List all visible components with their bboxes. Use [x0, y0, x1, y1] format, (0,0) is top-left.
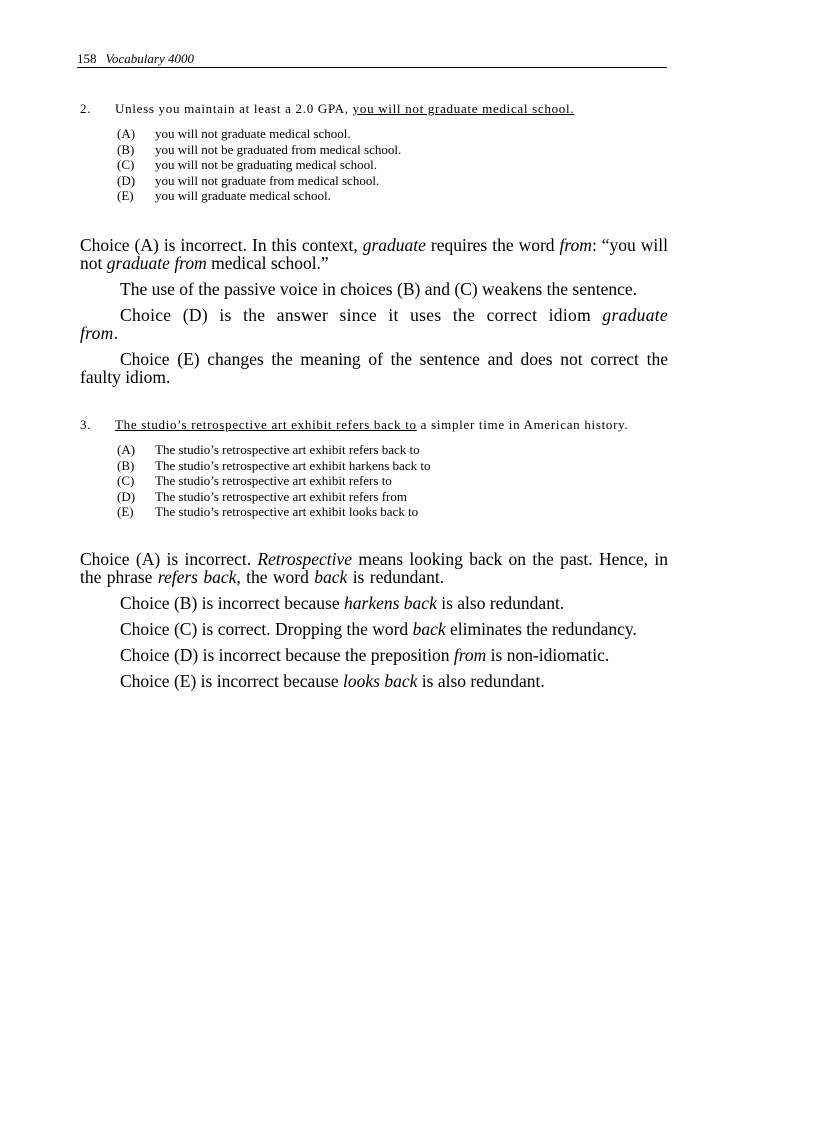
explanation-paragraph: Choice (D) is incorrect because the preposition from is non-idiomatic.: [120, 645, 610, 665]
question-2: [80, 101, 668, 204]
explanation-paragraph: The use of the passive voice in choices (B) and (C) weakens the sentence.: [120, 279, 638, 299]
running-header: [77, 51, 667, 68]
option-a: (A) The studio’s retrospective art exhibit refers back to: [117, 442, 420, 457]
explanation-q2: [80, 236, 668, 386]
answer-options: [117, 126, 668, 204]
option-b: (B) The studio’s retrospective art exhibit harkens back to: [117, 457, 431, 473]
explanation-paragraph: Choice (D) is the answer since it uses the correct idiom graduate from.: [80, 305, 668, 343]
answer-options: [117, 442, 668, 520]
option-d: (D) you will not graduate from medical school.: [117, 172, 380, 188]
explanation-paragraph: Choice (E) is incorrect because looks back is also redundant.: [120, 671, 545, 691]
question-stem: Unless you maintain at least a 2.0 GPA, you will not graduate medical school.: [115, 101, 575, 116]
underlined-portion: The studio’s retrospective art exhibit refers back to: [115, 417, 417, 432]
question-3: [80, 417, 668, 520]
option-a: (A) you will not graduate medical school.: [117, 126, 351, 141]
question-stem: The studio’s retrospective art exhibit refers back to a simpler time in American history.: [115, 417, 629, 432]
question-number: 2.: [80, 101, 92, 116]
option-b: (B) you will not be graduated from medical school.: [117, 141, 402, 157]
explanation-paragraph: Choice (B) is incorrect because harkens back is also redundant.: [120, 593, 565, 613]
underlined-portion: you will not graduate medical school.: [352, 101, 575, 116]
explanation-paragraph: Choice (E) changes the meaning of the sentence and does not correct the faulty idiom.: [80, 349, 668, 387]
explanation-paragraph: Choice (A) is incorrect. Retrospective means looking back on the past. Hence, in the phrase refers back, the word back is redundant.: [80, 549, 668, 587]
book-title: Vocabulary 4000: [105, 51, 194, 66]
question-number: 3.: [80, 417, 92, 432]
page-number: 158: [77, 51, 97, 66]
option-d: (D) The studio’s retrospective art exhibit refers from: [117, 488, 407, 504]
option-e: (E) you will graduate medical school.: [117, 188, 331, 204]
option-c: (C) The studio’s retrospective art exhibit refers to: [117, 473, 392, 489]
option-c: (C) you will not be graduating medical school.: [117, 157, 378, 173]
explanation-q3: [80, 550, 668, 690]
explanation-paragraph: Choice (A) is incorrect. In this context, graduate requires the word from: “you will not graduate from medical school.”: [80, 235, 668, 273]
option-e: (E) The studio’s retrospective art exhibit looks back to: [117, 504, 419, 520]
explanation-paragraph: Choice (C) is correct. Dropping the word back eliminates the redundancy.: [120, 619, 637, 639]
